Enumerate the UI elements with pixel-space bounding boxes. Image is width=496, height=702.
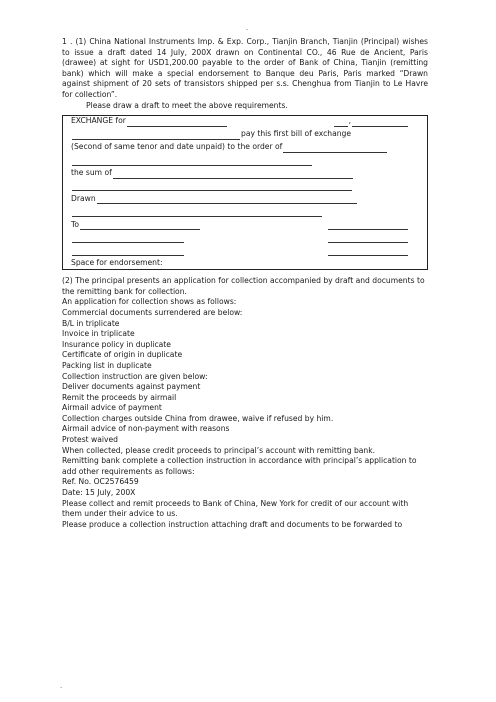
collect-remit-text: Please collect and remit proceeds to Bank of China, New York for credit of our account with them under their advice to us.	[62, 498, 409, 519]
space-endorsement-label: Space for endorsement:	[71, 258, 163, 268]
question-2-intro: (2) The principal presents an application for collection accompanied by draft and documents to the remitting bank for collection.	[62, 276, 425, 296]
draft-row-exchange	[71, 116, 419, 127]
list-item: Insurance policy in duplicate	[62, 339, 171, 349]
footer-mark: .	[60, 682, 63, 690]
list-item: Deliver documents against payment	[62, 382, 201, 392]
drawee-blank[interactable]	[80, 222, 200, 230]
date-blank[interactable]	[352, 119, 408, 127]
place-blank[interactable]	[334, 119, 348, 127]
draft-row-drawn-cont	[71, 207, 419, 218]
document-page	[62, 37, 428, 530]
payee-blank[interactable]	[283, 145, 387, 153]
drawn-blank-continued[interactable]	[72, 209, 322, 217]
list-item: Protest waived	[62, 435, 119, 445]
draft-row-sum	[71, 168, 419, 179]
draft-row-address	[71, 233, 419, 244]
payee-blank-continued[interactable]	[72, 158, 312, 166]
list-item: Collection instruction are given below:	[62, 371, 208, 381]
pay-first-bill-label: pay this first bill of exchange	[241, 129, 352, 139]
list-item: Airmail advice of non-payment with reasons	[62, 424, 230, 434]
signature-blank-3[interactable]	[328, 248, 408, 256]
sum-blank-continued[interactable]	[72, 183, 352, 191]
list-item: An application for collection shows as follows:	[62, 297, 237, 307]
list-item: Collection charges outside China from drawee, waive if refused by him.	[62, 413, 334, 423]
list-item: Commercial documents surrendered are below:	[62, 307, 243, 317]
list-item: Certificate of origin in duplicate	[62, 350, 183, 360]
signature-blank[interactable]	[328, 222, 408, 230]
question-1-instruction: Please draw a draft to meet the above requirements.	[86, 100, 288, 110]
list-item: Airmail advice of payment	[62, 403, 162, 413]
drawn-label: Drawn	[71, 193, 96, 203]
list-item: When collected, please credit proceeds to principal’s account with remitting bank.	[62, 445, 376, 455]
list-item: Remit the proceeds by airmail	[62, 392, 177, 402]
signature-blank-2[interactable]	[328, 235, 408, 243]
produce-instruction-text: Please produce a collection instruction attaching draft and documents to be forwarded to	[62, 519, 403, 529]
exchange-amount-blank[interactable]	[127, 119, 227, 127]
draft-row-address-2	[71, 246, 419, 257]
instruction-date: Date: 15 July, 200X	[62, 488, 136, 498]
list-item: Packing list in duplicate	[62, 360, 152, 370]
sum-blank[interactable]	[113, 171, 353, 179]
draft-form-box	[62, 115, 428, 270]
tenor-blank[interactable]	[72, 132, 240, 140]
draft-row-order	[71, 142, 419, 153]
remitting-bank-text: Remitting bank complete a collection instruction in accordance with principal’s application to add other requirements as follows:	[62, 456, 417, 476]
list-item: B/L in triplicate	[62, 318, 120, 328]
question-2-section	[62, 276, 428, 530]
sum-of-label: the sum of	[71, 167, 112, 177]
drawee-address-blank-2[interactable]	[72, 248, 184, 256]
header-mark: .	[246, 24, 249, 32]
question-1-text: 1 . (1) China National Instruments Imp. & Exp. Corp., Tianjin Branch, Tianjin (Principal) wishes to issue a draft dated 14 July, 200X drawn on Continental CO., 46 Rue de Ancient, Paris (drawee) at sight for USD1,200.00 payable to the order of Bank of China, Tianjin (remitting bank) which will make a special endorsement to Banque deu Paris, Paris marked “Drawn against shipment of 20 sets of transistors shipped per s.s. Chenghua from Tianjin to Le Havre for collection”.	[62, 37, 428, 99]
draft-row-pay	[71, 129, 419, 140]
drawee-address-blank[interactable]	[72, 235, 184, 243]
exchange-for-label: EXCHANGE for	[71, 116, 126, 126]
draft-row-to	[71, 220, 419, 231]
to-label: To	[71, 219, 79, 229]
draft-row-sum-cont	[71, 181, 419, 192]
second-of-same-label: (Second of same tenor and date unpaid) to the order of	[71, 142, 283, 152]
draft-row-order-cont	[71, 155, 419, 166]
comma-separator: ,	[348, 116, 351, 126]
list-item: Invoice in triplicate	[62, 329, 135, 339]
drawn-blank[interactable]	[97, 196, 357, 204]
draft-row-endorsement	[71, 258, 419, 269]
reference-number: Ref. No. OC2576459	[62, 477, 139, 487]
draft-row-drawn	[71, 194, 419, 205]
